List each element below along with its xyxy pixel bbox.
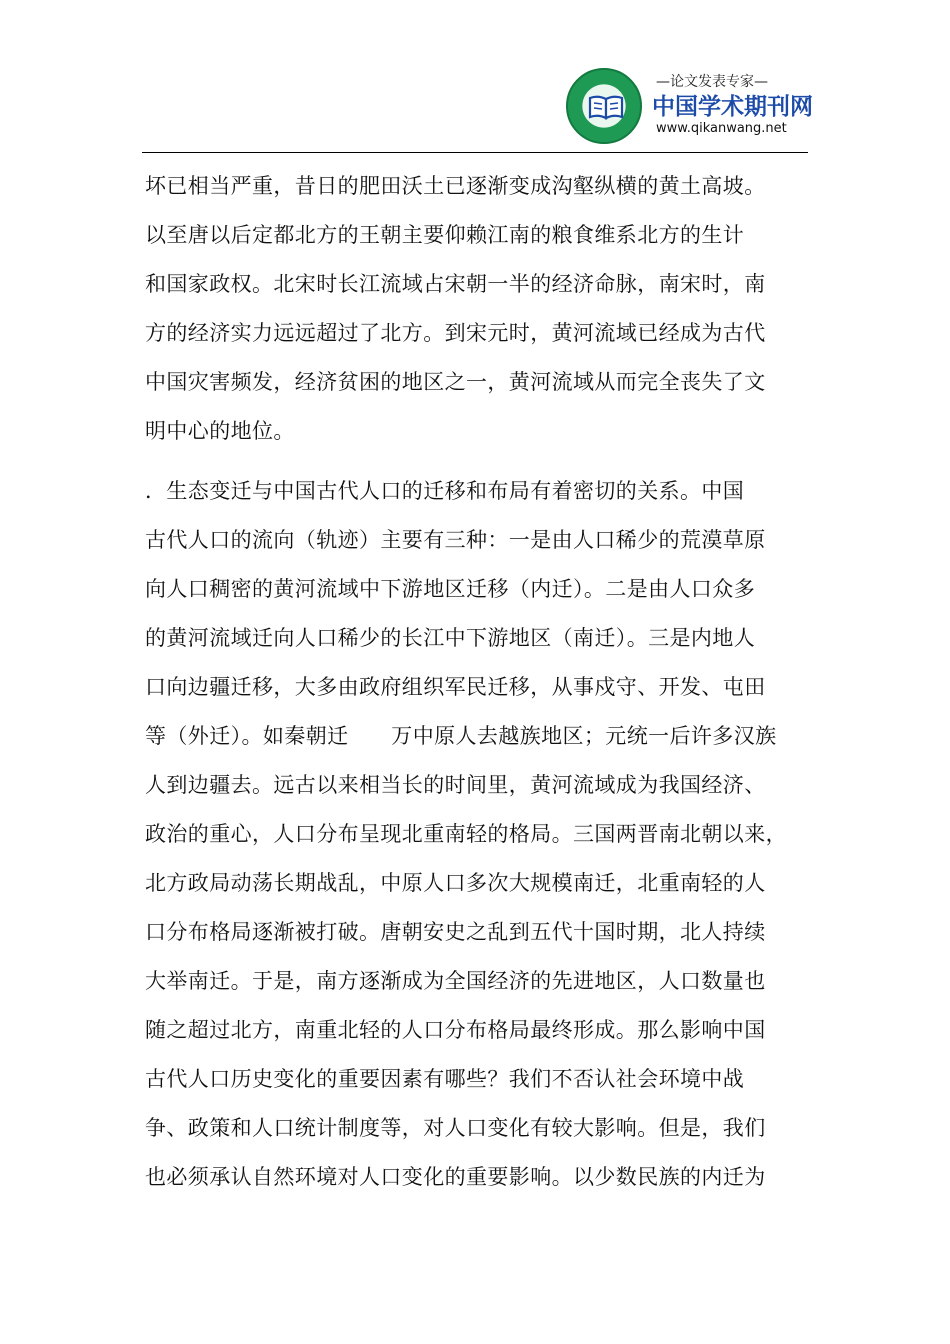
text-line: 口分布格局逐渐被打破。唐朝安史之乱到五代十国时期，北人持续 bbox=[145, 920, 766, 944]
text-line: 以至唐以后定都北方的王朝主要仰赖江南的粮食维系北方的生计 bbox=[145, 223, 745, 247]
header-divider bbox=[142, 152, 808, 153]
logo-name: 中国学术期刊网 bbox=[652, 94, 813, 120]
text-line: 方的经济实力远远超过了北方。到宋元时，黄河流域已经成为古代 bbox=[145, 321, 766, 345]
text-line: 中国灾害频发，经济贫困的地区之一，黄河流域从而完全丧失了文 bbox=[145, 370, 766, 394]
text-line: 向人口稠密的黄河流域中下游地区迁移（内迁）。二是由人口众多 bbox=[145, 577, 756, 601]
logo-url[interactable]: www.qikanwang.net bbox=[656, 121, 787, 136]
text-line: 争、政策和人口统计制度等，对人口变化有较大影响。但是，我们 bbox=[145, 1116, 766, 1140]
text-line: 的黄河流域迁向人口稀少的长江中下游地区（南迁）。三是内地人 bbox=[145, 626, 756, 650]
document-body bbox=[145, 162, 805, 1202]
paragraph-gap bbox=[145, 456, 805, 467]
text-line: 政治的重心，人口分布呈现北重南轻的格局。三国两晋南北朝以来， bbox=[145, 822, 787, 846]
text-line: 明中心的地位。 bbox=[145, 419, 295, 443]
text-line: 和国家政权。北宋时长江流域占宋朝一半的经济命脉，南宋时，南 bbox=[145, 272, 766, 296]
text-line: 坏已相当严重，昔日的肥田沃土已逐渐变成沟壑纵横的黄土高坡。 bbox=[145, 174, 766, 198]
text-line: 北方政局动荡长期战乱，中原人口多次大规模南迁，北重南轻的人 bbox=[145, 871, 766, 895]
site-logo bbox=[566, 68, 813, 146]
logo-tagline: —论文发表专家— bbox=[656, 74, 768, 90]
text-line: 等（外迁）。如秦朝迁 万中原人去越族地区；元统一后许多汉族 bbox=[145, 724, 777, 748]
text-line: 大举南迁。于是，南方逐渐成为全国经济的先进地区，人口数量也 bbox=[145, 969, 766, 993]
paragraph bbox=[145, 467, 805, 1202]
text-line: 也必须承认自然环境对人口变化的重要影响。以少数民族的内迁为 bbox=[145, 1165, 766, 1189]
text-line: ．生态变迁与中国古代人口的迁移和布局有着密切的关系。中国 bbox=[145, 479, 745, 503]
text-line: 随之超过北方，南重北轻的人口分布格局最终形成。那么影响中国 bbox=[145, 1018, 766, 1042]
text-line: 口向边疆迁移，大多由政府组织军民迁移，从事戍守、开发、屯田 bbox=[145, 675, 766, 699]
text-line: 古代人口的流向（轨迹）主要有三种：一是由人口稀少的荒漠草原 bbox=[145, 528, 766, 552]
text-line: 人到边疆去。远古以来相当长的时间里，黄河流域成为我国经济、 bbox=[145, 773, 766, 797]
paragraph bbox=[145, 162, 805, 456]
logo-emblem bbox=[566, 68, 642, 144]
book-icon bbox=[588, 94, 624, 120]
text-line: 古代人口历史变化的重要因素有哪些？我们不否认社会环境中战 bbox=[145, 1067, 745, 1091]
